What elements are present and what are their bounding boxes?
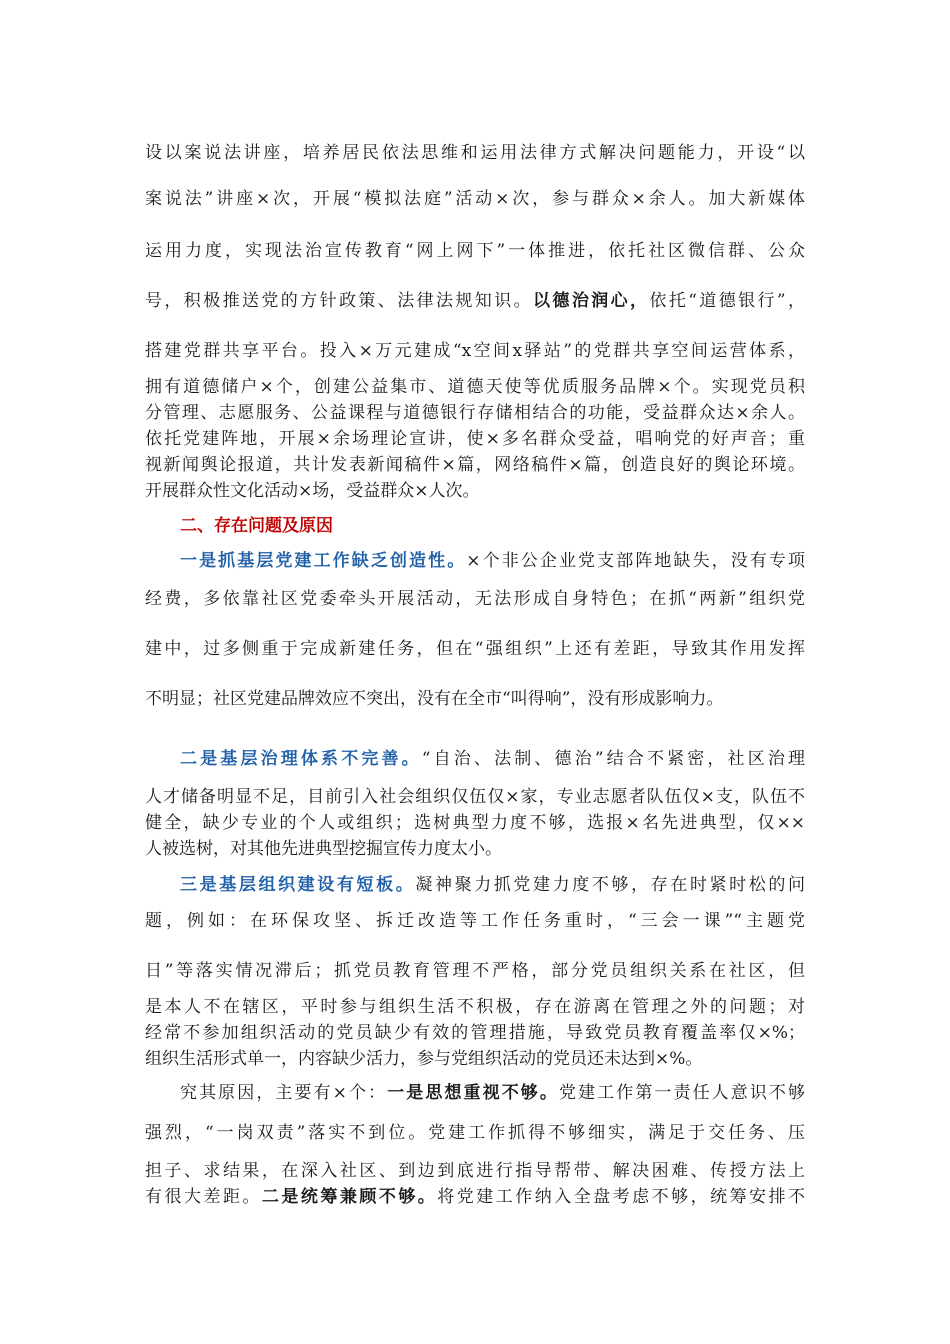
text-fragment: 究其原因，主要有×个： <box>180 1083 388 1103</box>
text-line: 不明显；社区党建品牌效应不突出，没有在全市“叫得响”，没有形成影响力。 <box>145 689 724 709</box>
text-line: 建中，过多侧重于完成新建任务，但在“强组织”上还有差距，导致其作用发挥 <box>145 639 805 659</box>
text-line: 人被选树，对其他先进典型挖掘宣传力度太小。 <box>145 839 502 859</box>
text-line <box>145 1186 805 1208</box>
text-line <box>180 874 805 896</box>
text-line: 视新闻舆论报道，共计发表新闻稿件×篇，网络稿件×篇，创造良好的舆论环境。 <box>145 455 805 475</box>
point-heading: 二是基层治理体系不完善。 <box>180 749 422 769</box>
text-line: 强烈，“一岗双责”落实不到位。党建工作抓得不够细实，满足于交任务、压 <box>145 1123 805 1143</box>
text-line: 经常不参加组织活动的党员缺少有效的管理措施，导致党员教育覆盖率仅×%； <box>145 1023 805 1043</box>
text-line <box>180 1082 805 1104</box>
text-line: 是本人不在辖区，平时参与组织生活不积极，存在游离在管理之外的问题；对 <box>145 997 805 1017</box>
text-line <box>180 550 805 572</box>
text-line: 搭建党群共享平台。投入×万元建成“x空间x驿站”的党群共享空间运营体系， <box>145 341 805 361</box>
text-fragment: “自治、法制、德治”结合不紧密，社区治理 <box>421 749 805 769</box>
text-line <box>180 748 805 770</box>
text-line: 拥有道德储户×个，创建公益集市、道德天使等优质服务品牌×个。实现党员积 <box>145 377 805 397</box>
text-line: 日”等落实情况滞后；抓党员教育管理不严格，部分党员组织关系在社区，但 <box>145 961 805 981</box>
text-line: 设以案说法讲座，培养居民依法思维和运用法律方式解决问题能力，开设“以 <box>145 143 805 163</box>
text-fragment: 有很大差距。 <box>145 1187 262 1207</box>
text-line: 经费，多依靠社区党委牵头开展活动，无法形成自身特色；在抓“两新”组织党 <box>145 589 805 609</box>
text-line: 分管理、志愿服务、公益课程与道德银行存储相结合的功能，受益群众达×余人。 <box>145 403 805 423</box>
bold-phrase: 一是思想重视不够。 <box>387 1083 559 1103</box>
text-line: 组织生活形式单一，内容缺少活力，参与党组织活动的党员还未达到×%。 <box>145 1049 703 1069</box>
text-fragment: 依托“道德银行”， <box>649 291 805 311</box>
text-line: 担子、求结果，在深入社区、到边到底进行指导帮带、解决困难、传授方法上 <box>145 1161 805 1181</box>
section-heading: 二、存在问题及原因 <box>180 516 333 536</box>
text-line: 开展群众性文化活动×场，受益群众×人次。 <box>145 481 480 501</box>
text-line: 依托党建阵地，开展×余场理论宣讲，使×多名群众受益，唱响党的好声音；重 <box>145 429 805 449</box>
text-line: 健全，缺少专业的个人或组织；选树典型力度不够，选报×名先进典型，仅×× <box>145 813 805 833</box>
bold-phrase: 二是统筹兼顾不够。 <box>261 1187 438 1207</box>
text-fragment: 凝神聚力抓党建力度不够，存在时紧时松的问 <box>415 875 805 895</box>
point-heading: 三是基层组织建设有短板。 <box>180 875 416 895</box>
bold-phrase: 以德治润心， <box>533 291 650 311</box>
text-fragment: 将党建工作纳入全盘考虑不够，统筹安排不 <box>437 1187 805 1207</box>
text-line <box>145 290 805 312</box>
text-fragment: ×个非公企业党支部阵地缺失，没有专项 <box>466 551 805 571</box>
text-line: 运用力度，实现法治宣传教育“网上网下”一体推进，依托社区微信群、公众 <box>145 241 805 261</box>
point-heading: 一是抓基层党建工作缺乏创造性。 <box>180 551 467 571</box>
text-fragment: 党建工作第一责任人意识不够 <box>558 1083 805 1103</box>
text-line: 题，例如：在环保攻坚、拆迁改造等工作任务重时，“三会一课”“主题党 <box>145 911 805 931</box>
text-fragment: 号，积极推送党的方针政策、法律法规知识。 <box>145 291 534 311</box>
text-line: 案说法”讲座×次，开展“模拟法庭”活动×次，参与群众×余人。加大新媒体 <box>145 189 805 209</box>
text-line: 人才储备明显不足，目前引入社会组织仅伍仅×家，专业志愿者队伍仅×支，队伍不 <box>145 787 805 807</box>
